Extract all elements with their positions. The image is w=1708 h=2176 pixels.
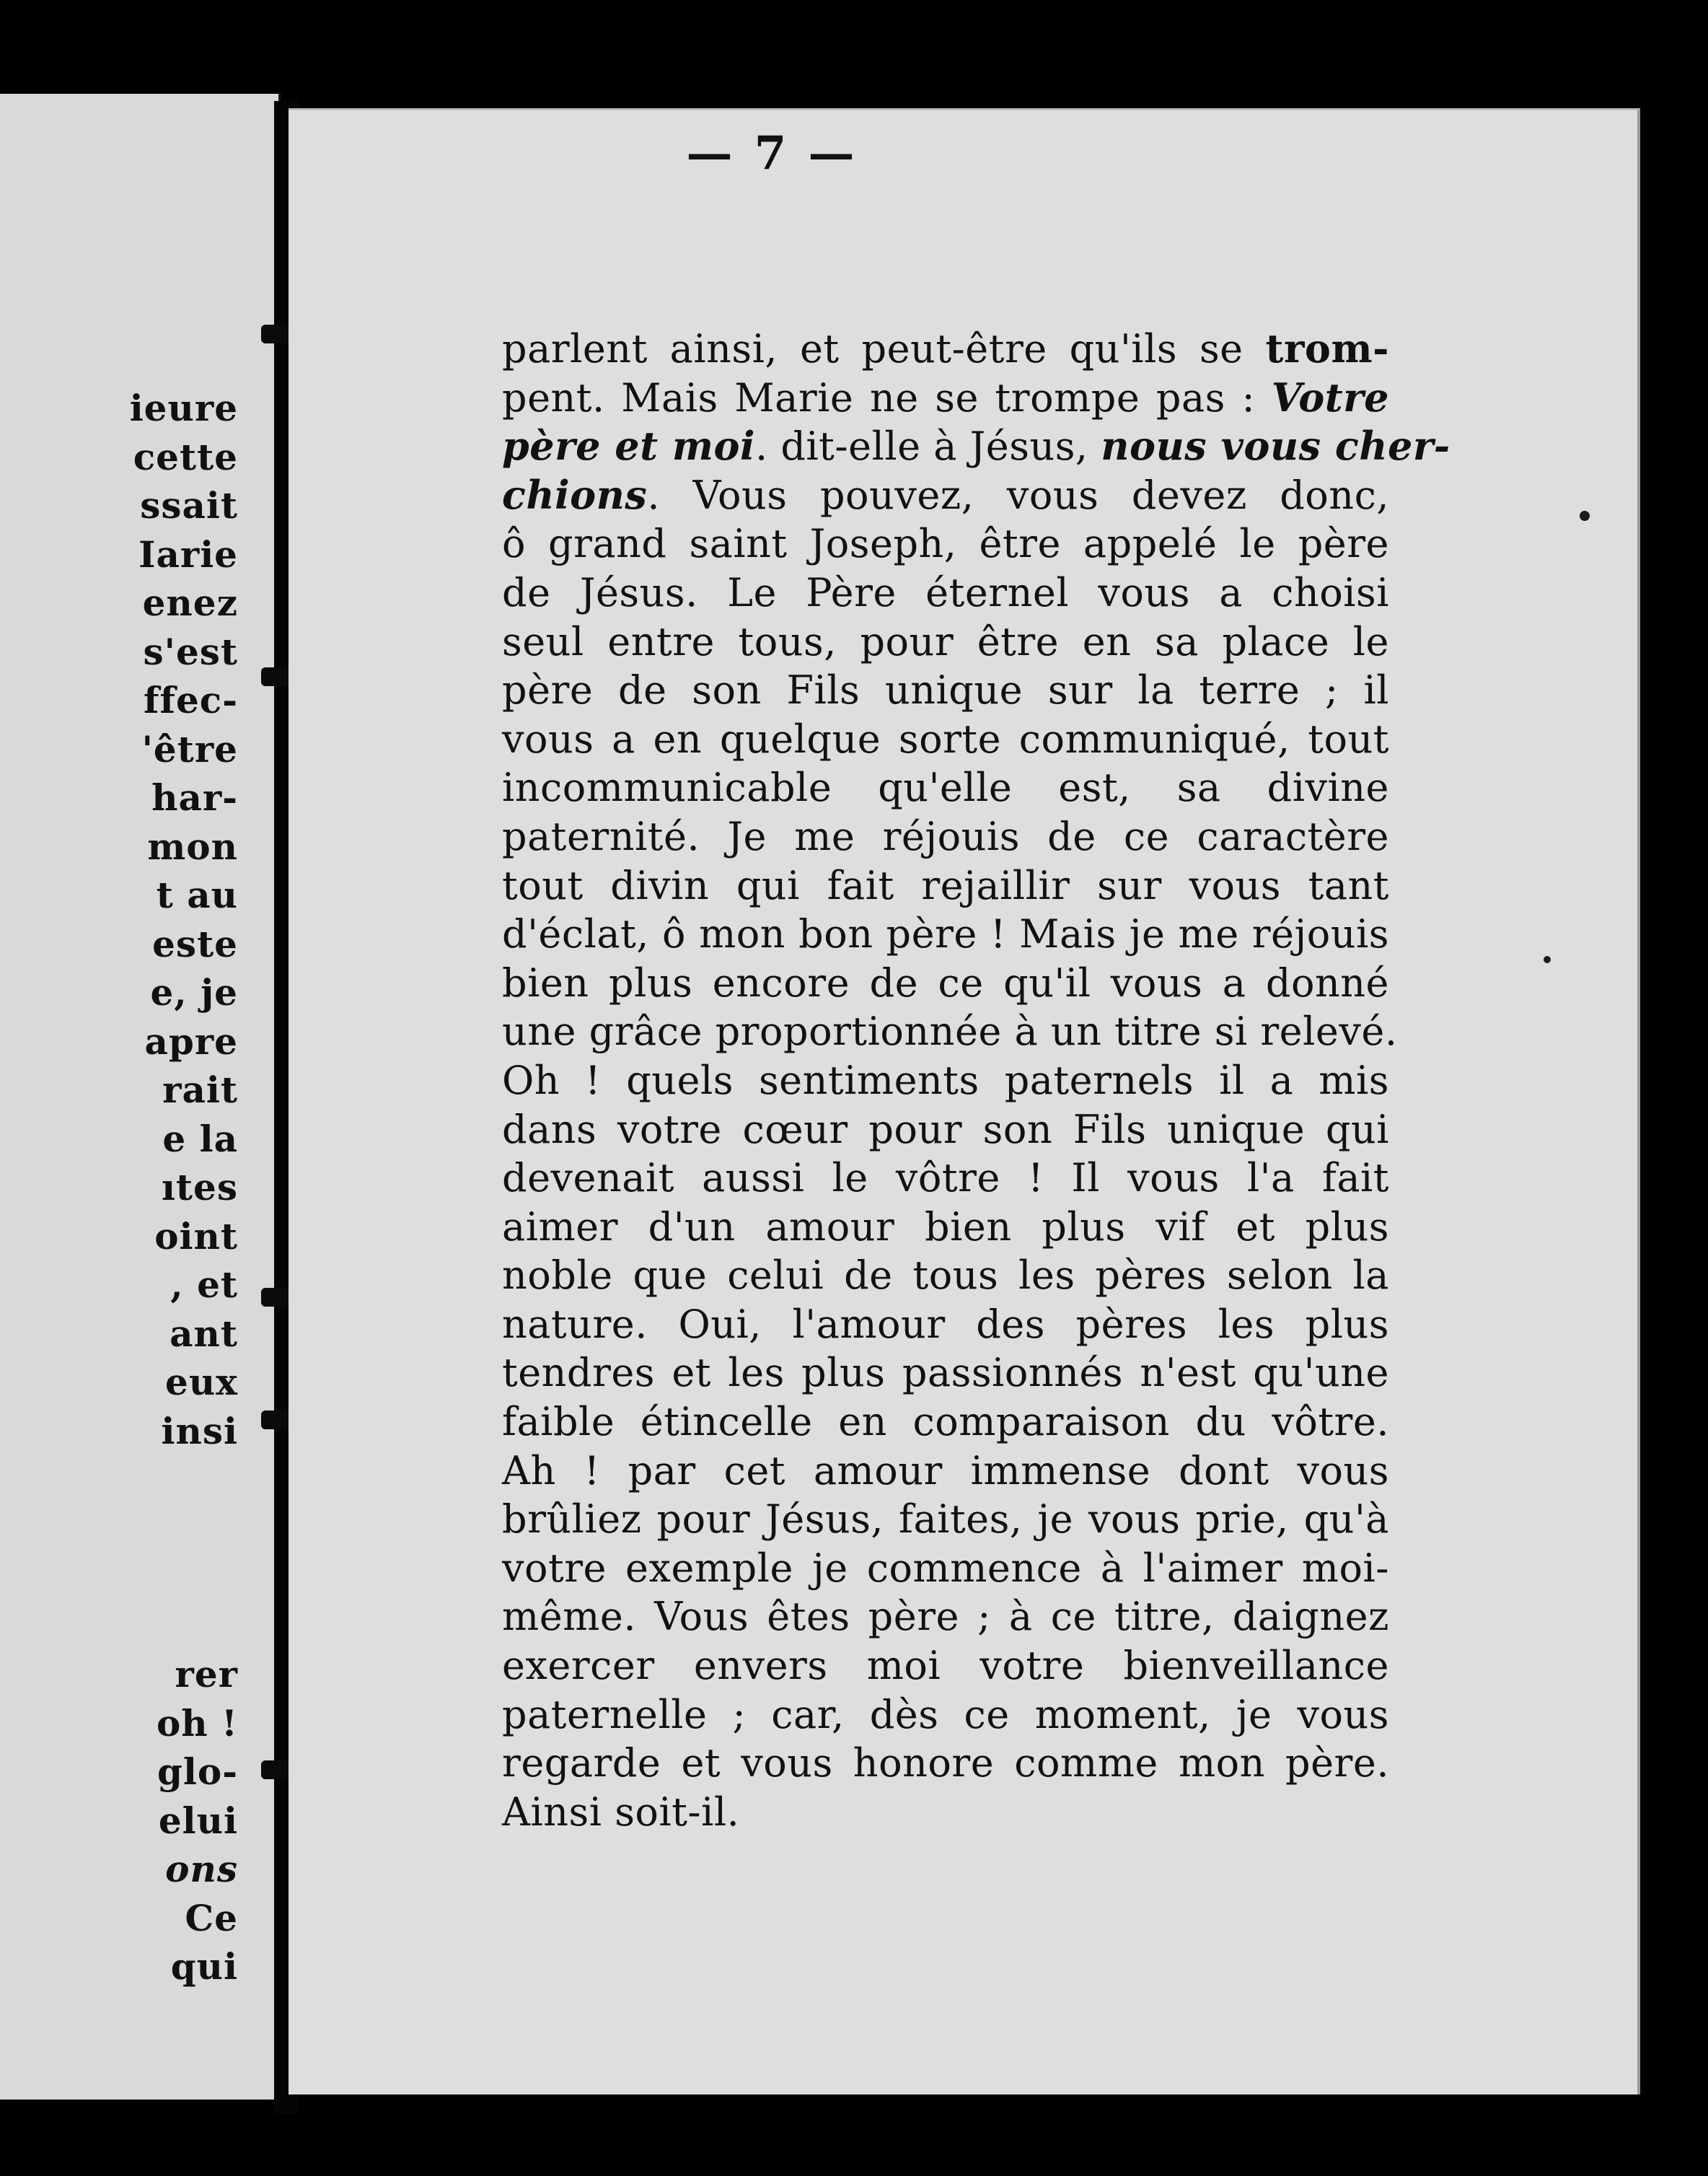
ink-speck <box>1580 511 1590 521</box>
left-line-fragment: rait <box>162 1069 238 1111</box>
left-line-fragment: ıtes <box>161 1166 238 1208</box>
text-line <box>502 715 1389 764</box>
text-line <box>502 1739 1389 1788</box>
text-line <box>502 374 1389 423</box>
left-line-fragment: apre <box>144 1019 238 1063</box>
text-segment: . dit-elle à Jésus, <box>755 424 1101 470</box>
text-segment: père de son Fils unique sur la terre ; il <box>502 667 1389 714</box>
text-line <box>502 1544 1389 1593</box>
text-segment: tendres et les plus passionnés n'est qu'une <box>502 1350 1389 1396</box>
text-segment: devenait aussi le vôtre ! Il vous l'a fait <box>502 1155 1389 1201</box>
text-segment: nous vous cher- <box>1101 423 1451 470</box>
ink-speck <box>1544 956 1551 963</box>
left-line-fragment: Ce <box>185 1896 238 1939</box>
text-segment: seul entre tous, pour être en sa place le <box>502 618 1389 664</box>
text-line <box>502 1251 1389 1300</box>
text-segment: d'éclat, ô mon bon père ! Mais je me réjouis <box>502 911 1389 957</box>
text-segment: bien plus encore de ce qu'il vous a donné <box>502 960 1389 1006</box>
left-line-fragment: qui <box>170 1945 238 1988</box>
left-line-fragment: ieure <box>129 387 238 429</box>
text-line <box>502 1788 1389 1837</box>
left-page-gap <box>130 1455 238 1650</box>
text-segment: ô grand saint Joseph, être appelé le père <box>502 521 1389 567</box>
left-line-fragment: cette <box>133 435 238 478</box>
text-line <box>502 471 1389 520</box>
text-segment: Oh ! quels sentiments paternels il a mis <box>502 1057 1389 1103</box>
text-segment: pent. Mais Marie ne se trompe pas : <box>502 374 1272 421</box>
text-line <box>502 763 1389 812</box>
text-segment: brûliez pour Jésus, faites, je vous prie, qu'à <box>502 1496 1389 1543</box>
text-line <box>502 1398 1389 1447</box>
text-segment: chions <box>502 471 648 518</box>
left-line-fragment: enez <box>142 582 238 624</box>
left-line-fragment: ffec- <box>143 679 238 721</box>
text-segment: Votre <box>1271 374 1389 421</box>
text-segment: Ah ! par cet amour immense dont vous <box>502 1447 1389 1493</box>
text-segment: Ainsi soit-il. <box>502 1789 740 1835</box>
text-line <box>502 812 1389 861</box>
text-segment: tout divin qui fait rejaillir sur vous tant <box>502 862 1389 908</box>
text-line <box>502 1300 1389 1349</box>
text-segment: dans votre cœur pour son Fils unique qui <box>502 1106 1389 1152</box>
page-number: — 7 — <box>686 126 858 180</box>
text-line <box>502 1348 1389 1398</box>
text-line <box>502 959 1389 1008</box>
text-segment: une grâce proportionnée à un titre si relevé. <box>502 1009 1398 1055</box>
text-segment: trom- <box>1265 325 1389 372</box>
left-line-fragment: ssait <box>140 484 238 527</box>
left-line-fragment: eux <box>165 1361 238 1403</box>
text-segment: votre exemple je commence à l'aimer moi- <box>502 1545 1389 1591</box>
text-segment: . Vous pouvez, vous devez donc, <box>647 472 1389 518</box>
text-line <box>502 910 1389 959</box>
text-line <box>502 1690 1389 1740</box>
text-line <box>502 1154 1389 1203</box>
text-line <box>502 1203 1389 1252</box>
text-line <box>502 422 1451 471</box>
text-segment: père et moi <box>502 423 755 470</box>
left-page-text <box>130 384 238 1991</box>
text-segment: de Jésus. Le Père éternel vous a choisi <box>502 569 1389 615</box>
text-segment: exercer envers moi votre bienveillance <box>502 1643 1389 1689</box>
text-line <box>502 1105 1389 1154</box>
text-line <box>502 569 1389 618</box>
text-line <box>502 325 1389 374</box>
text-line <box>502 519 1389 569</box>
left-line-fragment: ons <box>165 1848 238 1890</box>
left-line-fragment: mon <box>147 825 238 868</box>
left-line-fragment: t au <box>156 874 238 916</box>
left-line-fragment: e, je <box>150 971 238 1014</box>
left-line-fragment: ant <box>170 1312 238 1355</box>
left-line-fragment: , et <box>170 1263 238 1306</box>
text-segment: nature. Oui, l'amour des pères les plus <box>502 1301 1389 1347</box>
left-line-fragment: insi <box>161 1409 238 1452</box>
text-line <box>502 1495 1389 1544</box>
left-line-fragment: Iarie <box>138 532 238 576</box>
left-line-fragment: oint <box>154 1214 238 1258</box>
left-line-fragment: s'est <box>143 630 238 673</box>
text-segment: vous a en quelque sorte communiqué, tout <box>502 716 1389 762</box>
left-line-fragment: har- <box>151 776 238 819</box>
text-line <box>502 1641 1389 1690</box>
text-line <box>502 1447 1389 1496</box>
left-line-fragment: elui <box>158 1799 238 1842</box>
text-segment: faible étincelle en comparaison du vôtre. <box>502 1399 1389 1445</box>
left-line-fragment: e la <box>162 1117 238 1160</box>
page-body-text <box>502 325 1451 1836</box>
text-line <box>502 1007 1398 1056</box>
text-line <box>502 1592 1389 1641</box>
left-line-fragment: este <box>152 922 238 965</box>
left-line-fragment: rer <box>175 1653 238 1695</box>
text-line <box>502 1056 1389 1105</box>
text-line <box>502 618 1389 667</box>
left-page-fragment <box>0 94 281 2100</box>
text-segment: paternité. Je me réjouis de ce caractère <box>502 813 1389 859</box>
left-line-fragment: glo- <box>157 1750 238 1793</box>
text-segment: même. Vous êtes père ; à ce titre, daignez <box>502 1594 1389 1640</box>
text-segment: regarde et vous honore comme mon père. <box>502 1740 1389 1786</box>
left-line-fragment: 'être <box>141 727 238 771</box>
text-segment: parlent ainsi, et peut-être qu'ils se <box>502 326 1266 372</box>
text-line <box>502 666 1389 715</box>
text-segment: incommunicable qu'elle est, sa divine <box>502 765 1389 811</box>
left-line-fragment: oh ! <box>156 1701 238 1745</box>
text-segment: paternelle ; car, dès ce moment, je vous <box>502 1691 1389 1737</box>
text-line <box>502 861 1389 911</box>
text-segment: noble que celui de tous les pères selon la <box>502 1252 1389 1299</box>
text-segment: aimer d'un amour bien plus vif et plus <box>502 1203 1389 1250</box>
